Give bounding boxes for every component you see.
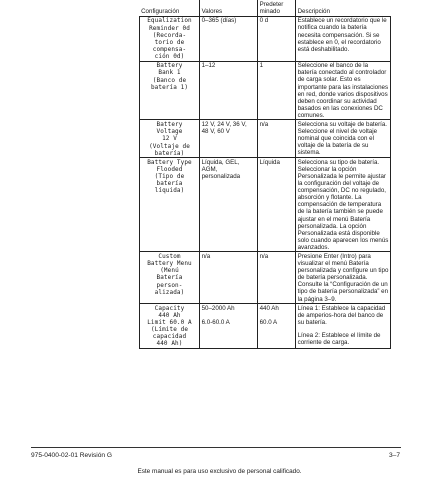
default-cell: 0 d [258,16,296,61]
default-cell: Líquida [258,158,296,252]
config-cell: Battery Voltage 12 V (Voltaje de batería) [140,120,200,158]
values-cell: 50–2000 Ah 6.0-60.0 A [200,304,258,349]
values-cell: 1–12 [200,61,258,120]
table-row [140,158,391,252]
config-cell: Equalization Reminder 0d (Recorda- torio de compensa- ción 0d) [140,16,200,61]
footer-divider [31,447,401,448]
config-cell: Battery Bank 1 (Banco de batería 1) [140,61,200,120]
page-number: 3–7 [388,452,400,459]
description-cell [296,252,391,304]
description-cell [296,16,391,61]
settings-table [139,0,391,349]
disclaimer-text: Este manual es para uso exclusivo de personal calificado. [137,468,302,475]
values-cell: n/a [200,252,258,304]
description-text: Establece un recordatorio que le notifica cuando la batería necesita compensación. Si se establece en 0, el recordatorio está deshabilitado. [297,17,387,53]
table-row [140,16,391,61]
header-values: Valores [200,0,258,16]
table-row [140,252,391,304]
header-config: Configuración [140,0,200,16]
description-cell [296,120,391,158]
default-cell: n/a [258,252,296,304]
default-cell: 440 Ah 60.0 A [258,304,296,349]
table-row [140,61,391,120]
header-description: Descripción [296,0,391,16]
header-default: Predeter minado [258,0,296,16]
config-cell: Battery Type Flooded (Tipo de batería líquida) [140,158,200,252]
description-text: Seleccione el banco de la batería conectado al controlador de carga solar. Esto es importante para las instalaciones en red, donde varios dispositivos deben coordinar su actividad basados en las conexiones DC comunes. [297,62,389,119]
default-cell: 1 [258,61,296,120]
table-row [140,304,391,349]
default-cell: n/a [258,120,296,158]
config-cell: Custom Battery Menu (Menú Batería person- alizada) [140,252,200,304]
table-row [140,120,391,158]
description-cell [296,158,391,252]
description-text: Presione Enter (Intro) para visualizar el menú Batería personalizada y configure un tipo de batería personalizada. Consulte la “Configuración de un tipo de batería personalizada” en la página 3–9. [297,253,389,303]
values-cell: 0–365 (días) [200,16,258,61]
values-cell: 12 V, 24 V, 36 V, 48 V, 60 V [200,120,258,158]
description-text-line-1: Línea 1: Establece la capacidad de amperios-hora del banco de su batería. [297,304,386,326]
description-cell [296,61,391,120]
config-cell: Capacity 440 Ah Limit 60.0 A (Límite de capacidad 440 Ah) [140,304,200,349]
table-header-row [140,0,391,16]
values-cell: Líquida, GEL, AGM, personalizada [200,158,258,252]
document-number: 975-0400-02-01 Revisión G [31,452,113,459]
description-text: Selecciona su tipo de batería. Seleccionar la opción Personalizada le permite ajustar la configuración del voltaje de compensación, DC no regulado, absorción y flotante. La compensación de temperatura de la batería también se puede ajustar en el menú Batería personalizada. La opción Personalizada está disponible solo cuando aparecen los menús avanzados. [297,158,389,251]
description-cell [296,304,391,349]
description-text: Selecciona su voltaje de batería. Seleccione el nivel de voltaje nominal que coincida con el voltaje de la batería de su sistema. [297,121,388,157]
description-text-line-2: Línea 2: Establece el límite de corriente de carga. [297,331,381,347]
